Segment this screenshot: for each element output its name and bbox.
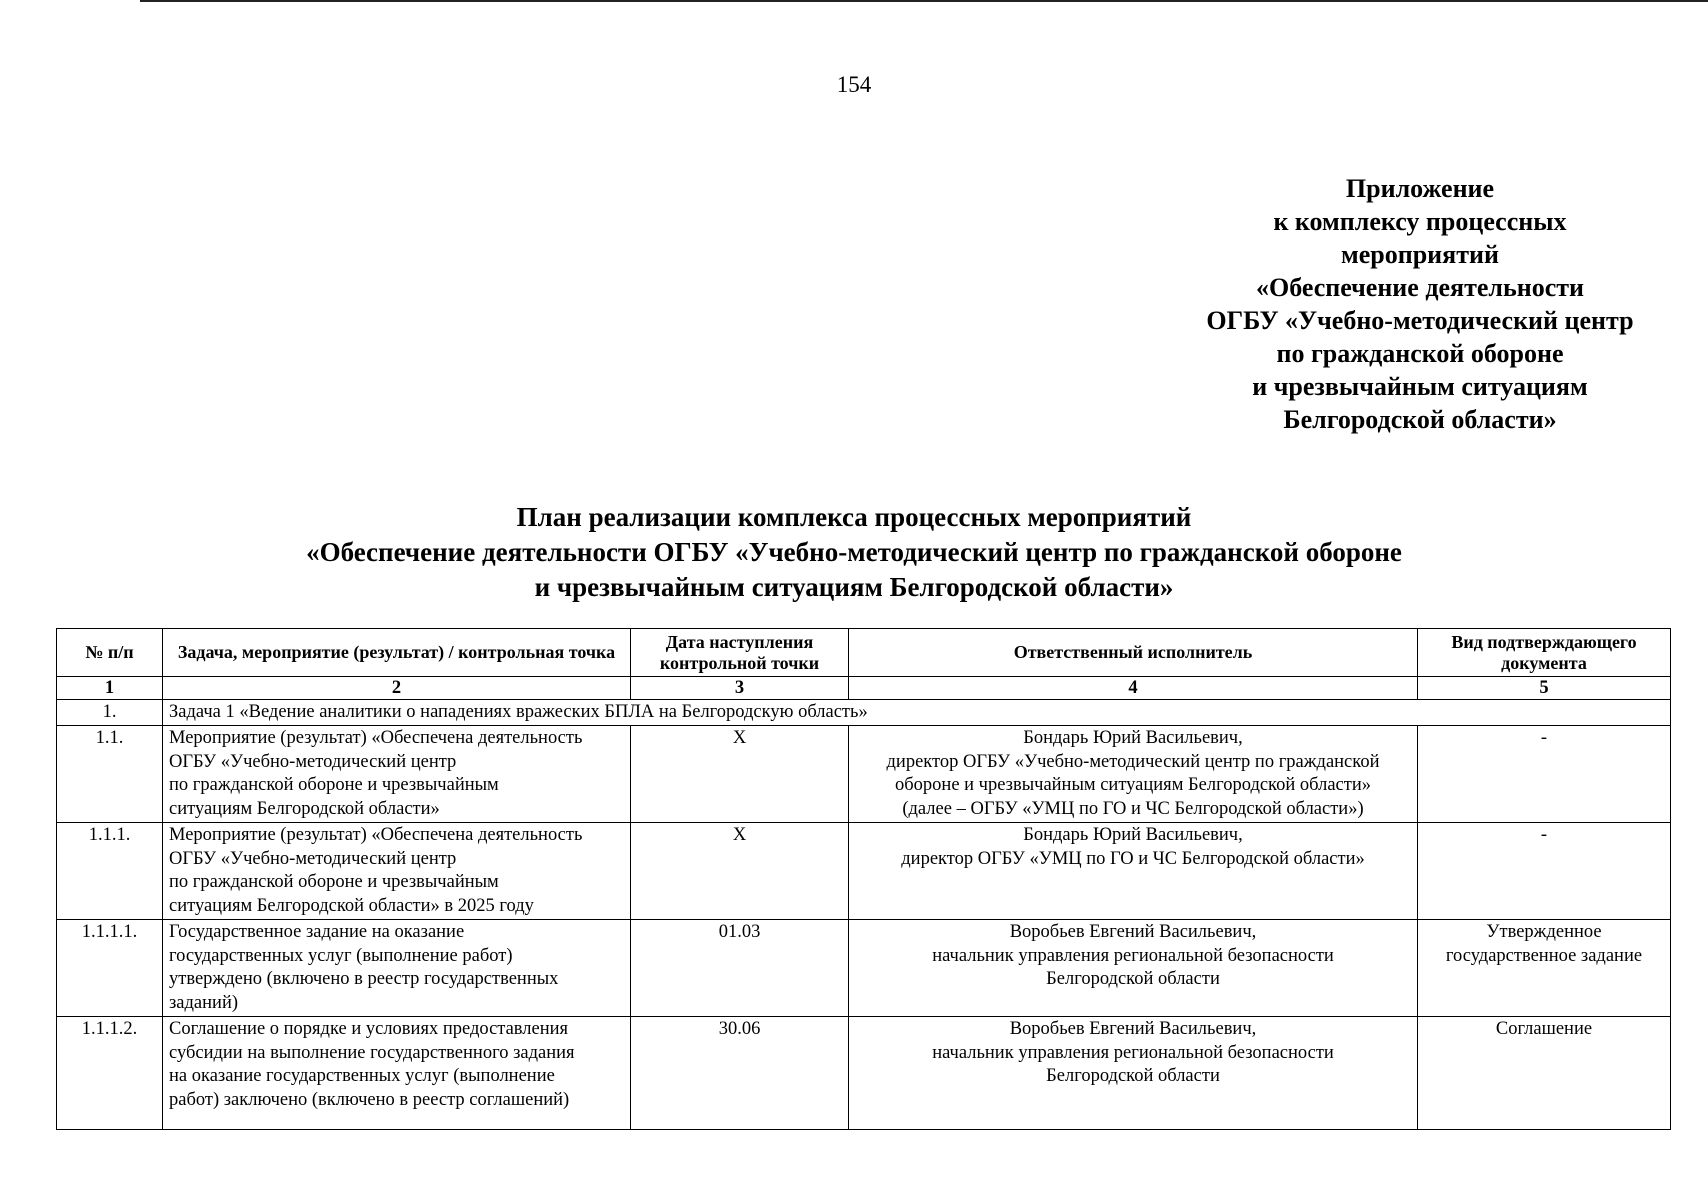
row-document-line: Утвержденное (1486, 922, 1602, 942)
plan-title-line: План реализации комплекса процессных мероприятий (516, 502, 1192, 532)
appendix-line: мероприятий (1341, 240, 1499, 269)
row-date: X (631, 726, 849, 823)
row-task-line: работ) заключено (включено в реестр соглашений) (169, 1089, 570, 1110)
row-task-line: Соглашение о порядке и условиях предоставления (169, 1019, 569, 1039)
row-task-line: утверждено (включено в реестр государственных (169, 969, 559, 989)
appendix-line: «Обеспечение деятельности (1255, 273, 1585, 302)
table-row (57, 823, 1671, 920)
row-task-line: ОГБУ «Учебно-методический центр (169, 751, 457, 772)
row-number: 1.1.1. (57, 823, 163, 920)
column-number-row (57, 677, 1671, 700)
row-task-line: по гражданской обороне и чрезвычайным (169, 775, 499, 795)
task-number: 1. (57, 700, 163, 726)
row-executor-line: (далее – ОГБУ «УМЦ по ГО и ЧС Белгородской области») (902, 798, 1364, 819)
row-executor-line: директор ОГБУ «Учебно-методический центр по гражданской (886, 751, 1380, 772)
column-number: 3 (631, 677, 849, 700)
row-task (163, 920, 631, 1017)
appendix-line: по гражданской обороне (1276, 339, 1564, 368)
plan-table (56, 628, 1671, 1130)
row-task-line: ситуациям Белгородской области» (169, 798, 440, 819)
header-executor: Ответственный исполнитель (849, 629, 1418, 677)
row-task-line: государственных услуг (выполнение работ) (169, 945, 513, 966)
row-executor-line: директор ОГБУ «УМЦ по ГО и ЧС Белгородской области» (901, 848, 1365, 869)
row-task-line: заданий) (169, 992, 239, 1013)
task-text: Задача 1 «Ведение аналитики о нападениях вражеских БПЛА на Белгородскую область» (163, 700, 1671, 726)
row-number: 1.1. (57, 726, 163, 823)
row-executor (849, 726, 1418, 823)
row-executor-line: начальник управления региональной безопасности (932, 945, 1334, 966)
table-row (57, 726, 1671, 823)
column-number: 5 (1418, 677, 1671, 700)
task-row (57, 700, 1671, 726)
row-task-line: Мероприятие (результат) «Обеспечена деятельность (169, 728, 583, 748)
table-row (57, 920, 1671, 1017)
page-number: 154 (836, 72, 872, 97)
row-document (1418, 920, 1671, 1017)
row-task-line: Мероприятие (результат) «Обеспечена деятельность (169, 825, 583, 845)
row-task-line: субсидии на выполнение государственного задания (169, 1042, 575, 1063)
column-number: 1 (57, 677, 163, 700)
plan-title (0, 500, 1708, 605)
row-executor-line: Белгородской области (1046, 969, 1220, 989)
row-executor (849, 920, 1418, 1017)
header-date: Дата наступления контрольной точки (631, 629, 849, 677)
row-number: 1.1.1.1. (57, 920, 163, 1017)
row-executor-line: Бондарь Юрий Васильевич, (1023, 825, 1243, 845)
header-task: Задача, мероприятие (результат) / контрольная точка (163, 629, 631, 677)
header-document: Вид подтверждающего документа (1418, 629, 1671, 677)
row-date: 30.06 (631, 1017, 849, 1130)
row-executor-line: начальник управления региональной безопасности (932, 1042, 1334, 1063)
row-executor-line: Воробьев Евгений Васильевич, (1009, 922, 1257, 942)
appendix-header (1160, 172, 1680, 436)
row-document-line: государственное задание (1445, 945, 1643, 966)
row-document-line: - (1540, 825, 1548, 845)
header-number: № п/п (57, 629, 163, 677)
row-task-line: на оказание государственных услуг (выполнение (169, 1066, 555, 1086)
appendix-line: и чрезвычайным ситуациям (1252, 372, 1588, 401)
appendix-line: к комплексу процессных (1273, 207, 1567, 236)
appendix-line: ОГБУ «Учебно-методический центр (1206, 306, 1634, 335)
row-document-line: Соглашение (1495, 1019, 1593, 1039)
row-date: 01.03 (631, 920, 849, 1017)
row-executor-line: обороне и чрезвычайным ситуациям Белгородской области» (895, 775, 1371, 795)
appendix-line: Белгородской области» (1283, 405, 1557, 434)
row-task-line: ОГБУ «Учебно-методический центр (169, 848, 457, 869)
column-number: 4 (849, 677, 1418, 700)
table-row (57, 1017, 1671, 1130)
row-executor (849, 823, 1418, 920)
row-task (163, 726, 631, 823)
row-document-line: - (1540, 728, 1548, 748)
row-executor-line: Бондарь Юрий Васильевич, (1023, 728, 1243, 748)
appendix-line: Приложение (1345, 174, 1495, 203)
row-task-line: ситуациям Белгородской области» в 2025 году (169, 895, 534, 916)
row-executor-line: Белгородской области (1046, 1066, 1220, 1086)
row-executor (849, 1017, 1418, 1130)
row-task (163, 1017, 631, 1130)
row-document (1418, 1017, 1671, 1130)
row-task-line: по гражданской обороне и чрезвычайным (169, 872, 499, 892)
row-document (1418, 823, 1671, 920)
row-task-line: Государственное задание на оказание (169, 922, 465, 942)
row-document (1418, 726, 1671, 823)
column-number: 2 (163, 677, 631, 700)
row-task (163, 823, 631, 920)
row-date: X (631, 823, 849, 920)
row-number: 1.1.1.2. (57, 1017, 163, 1130)
plan-title-line: «Обеспечение деятельности ОГБУ «Учебно-методический центр по гражданской обороне (306, 537, 1402, 567)
top-border-line (140, 0, 1708, 2)
table-header-row (57, 629, 1671, 677)
row-executor-line: Воробьев Евгений Васильевич, (1009, 1019, 1257, 1039)
plan-title-line: и чрезвычайным ситуациям Белгородской области» (534, 572, 1174, 602)
